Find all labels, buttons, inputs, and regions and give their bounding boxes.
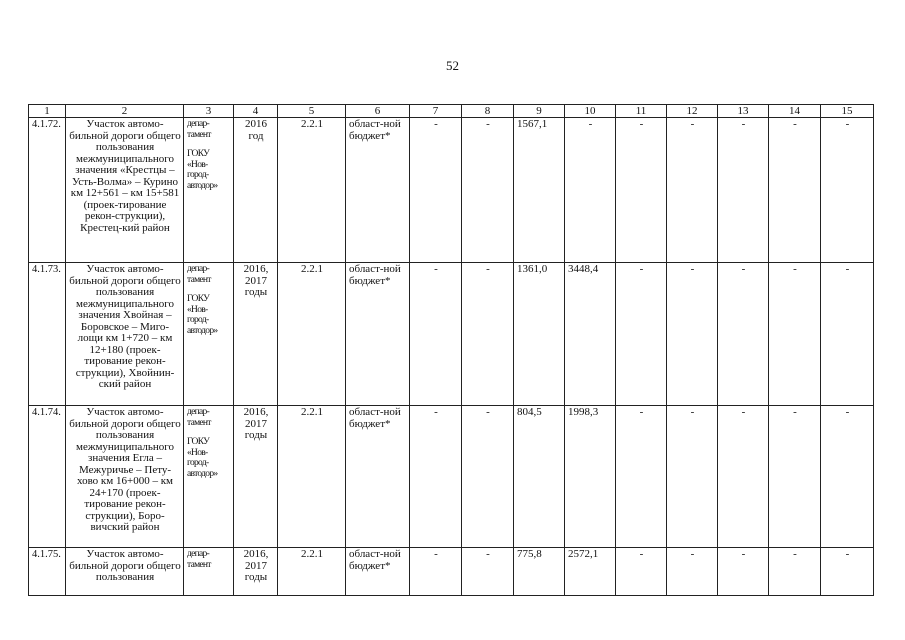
target-code: 2.2.1 (278, 263, 346, 406)
table-row (29, 406, 874, 548)
value-cell: - (667, 263, 718, 406)
executor-line: депар- (187, 407, 210, 417)
executor-line: тамент (187, 559, 211, 570)
header-cell: 15 (821, 105, 874, 118)
amount-cell: 3448,4 (565, 263, 616, 406)
value-cell: - (462, 406, 514, 548)
year: 2016 год (234, 118, 278, 263)
executor-line: город- (187, 170, 209, 180)
page-number: 52 (446, 58, 459, 73)
executor-line: тамент (187, 417, 211, 428)
executor-line: депар- (187, 264, 210, 274)
executor-line: депар- (187, 119, 210, 129)
executor-line: город- (187, 458, 209, 468)
amount-cell: 1998,3 (565, 406, 616, 548)
value-cell: - (616, 548, 667, 596)
value-cell: - (616, 263, 667, 406)
header-row (29, 105, 874, 118)
value-cell: - (410, 548, 462, 596)
executor-line: «Нов- (187, 447, 208, 458)
header-cell: 4 (234, 105, 278, 118)
value-cell: - (616, 118, 667, 263)
executor (184, 263, 234, 406)
row-number: 4.1.74. (29, 406, 66, 548)
executor-line: тамент (187, 274, 211, 285)
executor-line: «Нов- (187, 159, 208, 170)
object-name: Участок автомо-бильной дороги общего пользования межмуниципального значения «Крестцы – Усть-Волма» – Курино км 12+561 – км 15+581 (проек-тирование рекон-струкции), Крестец-кий район (66, 118, 184, 263)
year: 2016, 2017 годы (234, 406, 278, 548)
value-cell: - (821, 406, 874, 548)
value-cell: - (769, 406, 821, 548)
value-cell: - (821, 118, 874, 263)
funding-source: област-ной бюджет* (346, 548, 410, 596)
executor-line: автодор» (187, 325, 218, 336)
value-cell: - (769, 263, 821, 406)
value-cell: - (410, 118, 462, 263)
value-cell: - (821, 263, 874, 406)
value-cell: - (410, 406, 462, 548)
executor-line: автодор» (187, 180, 218, 191)
target-code: 2.2.1 (278, 548, 346, 596)
year: 2016, 2017 годы (234, 548, 278, 596)
header-cell: 7 (410, 105, 462, 118)
value-cell: - (718, 263, 769, 406)
value-cell: - (565, 118, 616, 263)
value-cell: - (769, 548, 821, 596)
header-cell: 3 (184, 105, 234, 118)
value-cell: - (667, 548, 718, 596)
header-cell: 14 (769, 105, 821, 118)
table-row (29, 263, 874, 406)
executor-line: город- (187, 315, 209, 325)
amount-cell: 775,8 (514, 548, 565, 596)
object-name: Участок автомо-бильной дороги общего пользования (66, 548, 184, 596)
table-row (29, 548, 874, 596)
table-row (29, 118, 874, 263)
executor-line: тамент (187, 129, 211, 140)
value-cell: - (667, 406, 718, 548)
executor-line: ГОКУ (187, 149, 210, 159)
header-cell: 6 (346, 105, 410, 118)
funding-source: област-ной бюджет* (346, 406, 410, 548)
amount-cell: 1567,1 (514, 118, 565, 263)
header-cell: 8 (462, 105, 514, 118)
executor-line: ГОКУ (187, 294, 210, 304)
value-cell: - (718, 406, 769, 548)
value-cell: - (821, 548, 874, 596)
executor (184, 406, 234, 548)
header-cell: 10 (565, 105, 616, 118)
value-cell: - (667, 118, 718, 263)
header-cell: 13 (718, 105, 769, 118)
value-cell: - (462, 263, 514, 406)
target-code: 2.2.1 (278, 118, 346, 263)
executor-line: ГОКУ (187, 437, 210, 447)
header-cell: 12 (667, 105, 718, 118)
executor (184, 548, 234, 596)
header-cell: 1 (29, 105, 66, 118)
row-number: 4.1.75. (29, 548, 66, 596)
executor-line: «Нов- (187, 304, 208, 315)
program-table (28, 104, 874, 596)
value-cell: - (718, 548, 769, 596)
object-name: Участок автомо-бильной дороги общего пользования межмуниципального значения Егла – Межуричье – Пету-хово км 16+000 – км 24+170 (проек-тирование рекон-струкции), Боро-вичский район (66, 406, 184, 548)
year: 2016, 2017 годы (234, 263, 278, 406)
header-cell: 5 (278, 105, 346, 118)
funding-source: област-ной бюджет* (346, 118, 410, 263)
funding-source: област-ной бюджет* (346, 263, 410, 406)
value-cell: - (616, 406, 667, 548)
executor-line: депар- (187, 549, 210, 559)
executor (184, 118, 234, 263)
executor-line: автодор» (187, 468, 218, 479)
object-name: Участок автомо-бильной дороги общего пользования межмуниципального значения Хвойная – Боровское – Миго-лощи км 1+720 – км 12+180 (проек-тирование рекон-струкции), Хвойнин-ский район (66, 263, 184, 406)
value-cell: - (462, 548, 514, 596)
target-code: 2.2.1 (278, 406, 346, 548)
value-cell: - (462, 118, 514, 263)
amount-cell: 1361,0 (514, 263, 565, 406)
amount-cell: 804,5 (514, 406, 565, 548)
header-cell: 11 (616, 105, 667, 118)
value-cell: - (769, 118, 821, 263)
amount-cell: 2572,1 (565, 548, 616, 596)
value-cell: - (718, 118, 769, 263)
value-cell: - (410, 263, 462, 406)
row-number: 4.1.73. (29, 263, 66, 406)
header-cell: 2 (66, 105, 184, 118)
row-number: 4.1.72. (29, 118, 66, 263)
header-cell: 9 (514, 105, 565, 118)
